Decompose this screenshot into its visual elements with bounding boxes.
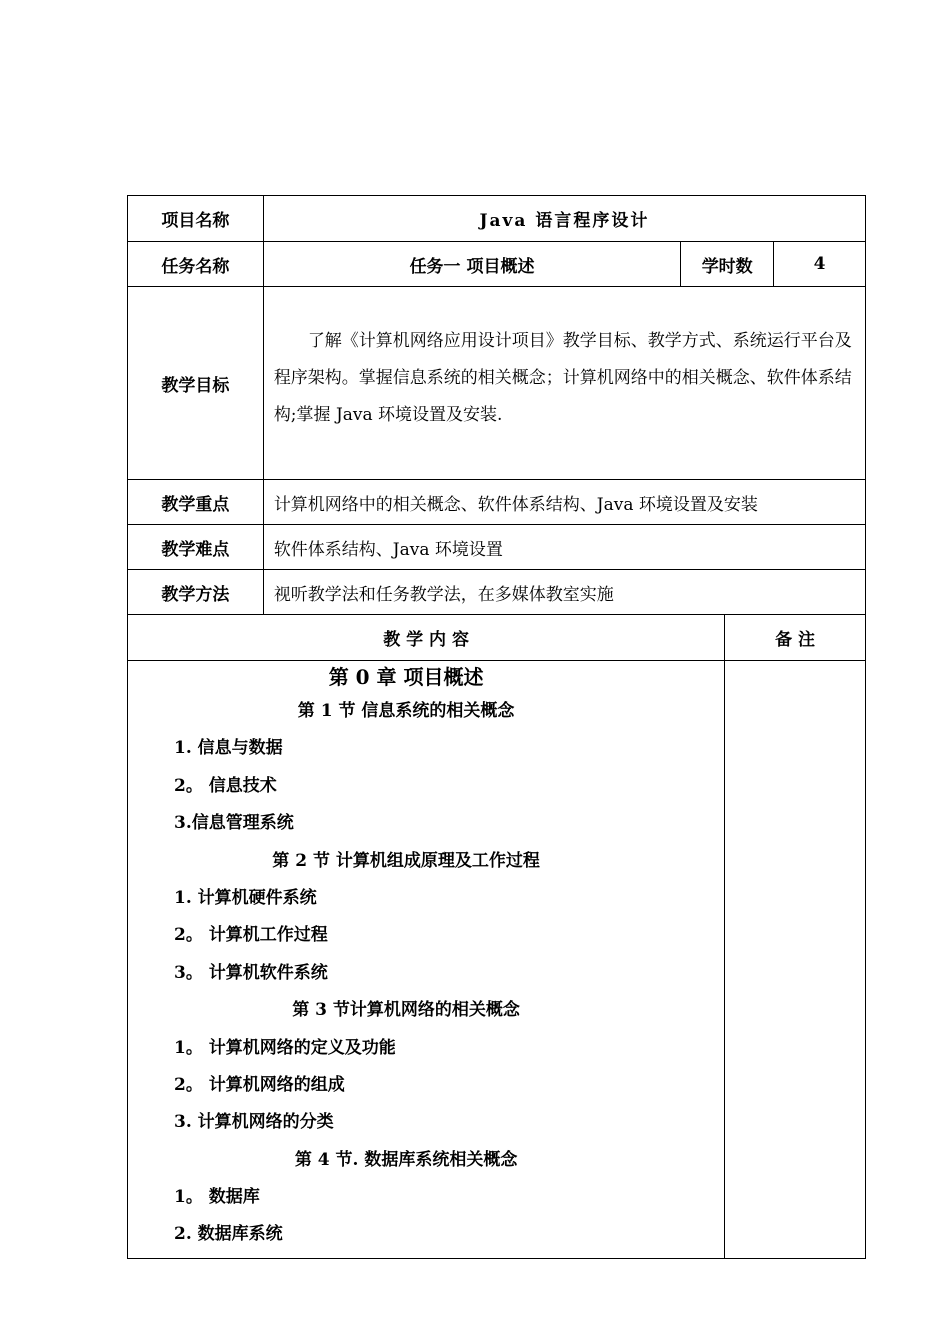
list-item: 1。 数据库: [174, 1187, 260, 1208]
list-item: 1. 信息与数据: [174, 738, 283, 759]
methods-row: [128, 570, 865, 615]
objective-label: 教学目标: [161, 375, 230, 396]
section-title: 第 4 节. 数据库系统相关概念: [294, 1149, 518, 1170]
project-row: [128, 196, 865, 242]
list-item: 3。 计算机软件系统: [174, 962, 328, 983]
task-name-value: 任务一 项目概述: [263, 242, 680, 286]
objective-row: [128, 287, 865, 480]
objective-text: 了解《计算机网络应用设计项目》教学目标、教学方式、系统运行平台及程序架构。掌握信息系统的相关概念；计算机网络中的相关概念、软件体系结构;掌握 Java 环境设置及安装.: [263, 287, 865, 479]
list-item: 1. 计算机硬件系统: [174, 887, 317, 908]
methods-text: 视听教学法和任务教学法，在多媒体教室实施: [263, 570, 865, 614]
difficulties-row: [128, 525, 865, 570]
chapter-title: 第 0 章 项目概述: [328, 665, 484, 689]
task-name-label: 任务名称: [161, 256, 230, 277]
hours-value: 4: [773, 242, 865, 286]
task-row: [128, 242, 865, 287]
section-title: 第 3 节计算机网络的相关概念: [292, 1000, 520, 1021]
content-body-row: [128, 661, 865, 1258]
list-item: 2。 计算机网络的组成: [174, 1074, 345, 1095]
list-item: 2. 数据库系统: [174, 1224, 283, 1245]
methods-label: 教学方法: [161, 584, 230, 605]
list-item: 3.信息管理系统: [174, 813, 294, 834]
content-header-row: [128, 615, 865, 661]
lesson-plan-table: [127, 195, 866, 1259]
content-body: [128, 661, 724, 1258]
list-item: 2。 计算机工作过程: [174, 925, 328, 946]
hours-label: 学时数: [680, 242, 773, 286]
section-title: 第 1 节 信息系统的相关概念: [297, 701, 515, 721]
project-name-value: Java 语言程序设计: [263, 196, 865, 241]
key-points-row: [128, 480, 865, 525]
section-title: 第 2 节 计算机组成原理及工作过程: [272, 850, 540, 871]
remark-column: [724, 661, 865, 1258]
content-header: 教 学 内 容: [383, 630, 469, 650]
list-item: 3. 计算机网络的分类: [174, 1112, 334, 1133]
list-item: 1。 计算机网络的定义及功能: [174, 1037, 396, 1058]
difficulties-label: 教学难点: [161, 539, 230, 560]
key-points-text: 计算机网络中的相关概念、软件体系结构、Java 环境设置及安装: [263, 480, 865, 524]
key-points-label: 教学重点: [161, 494, 230, 515]
remark-header: 备 注: [724, 615, 865, 660]
difficulties-text: 软件体系结构、Java 环境设置: [263, 525, 865, 569]
list-item: 2。 信息技术: [174, 775, 277, 796]
project-name-label: 项目名称: [161, 211, 230, 231]
